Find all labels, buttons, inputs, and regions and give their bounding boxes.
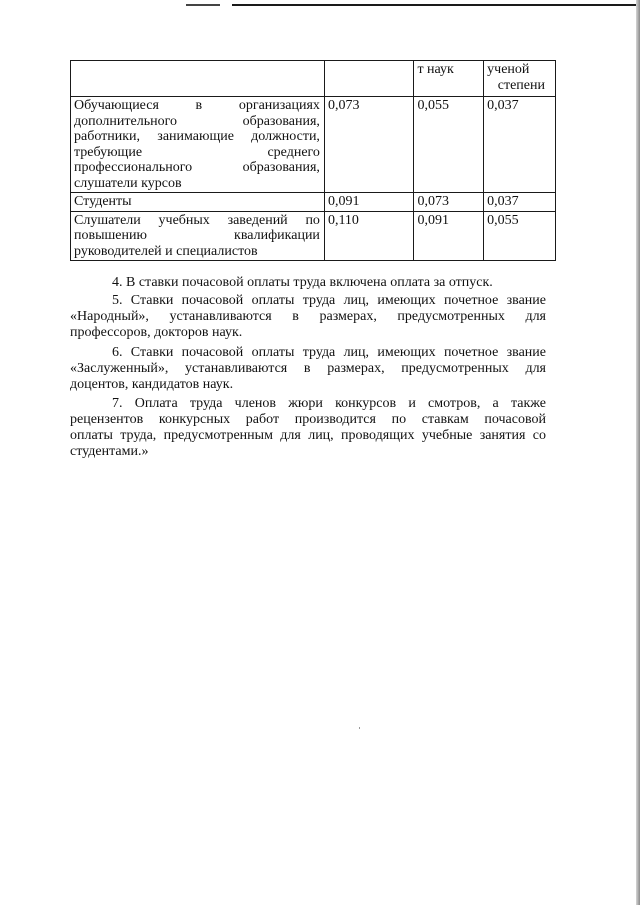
scan-speck	[359, 727, 360, 729]
paragraph-line: «Заслуженный», устанавливаются в размерах, предусмотренных для	[70, 361, 546, 376]
table-row	[71, 97, 556, 193]
paragraph-line: студентами.»	[70, 444, 149, 459]
header-cell-c-line1: ученой	[487, 62, 530, 77]
paragraph-line: профессоров, докторов наук.	[70, 325, 243, 340]
row-2-v1: 0,110	[324, 211, 414, 261]
row-0-name-line: требующие среднего	[74, 144, 320, 160]
paragraph-line: 5. Ставки почасовой оплаты труда лиц, имеющих почетное звание	[112, 293, 546, 308]
scan-edge-right	[636, 0, 640, 905]
row-2-name-line: Слушатели учебных заведений по	[74, 212, 320, 228]
row-1-v3: 0,037	[484, 193, 556, 212]
header-cell-b-text: т наук	[417, 62, 454, 77]
row-2-name-line: повышению квалификации	[74, 228, 320, 243]
row-0-v3: 0,037	[484, 97, 556, 193]
table-row	[71, 193, 556, 212]
row-0-name-line: работники, занимающие должности,	[74, 129, 320, 144]
row-0-name-line: слушатели курсов	[74, 175, 182, 191]
scan-edge-top	[232, 4, 640, 6]
row-1-name-line: Студенты	[74, 194, 132, 209]
paragraph-7	[70, 396, 546, 460]
header-cell-name	[71, 61, 325, 97]
table-header-row	[71, 61, 556, 97]
paragraph-line: «Народный», устанавливаются в размерах, предусмотренных для	[70, 309, 546, 324]
row-1-name	[71, 193, 325, 212]
table-row	[71, 211, 556, 261]
paragraph-line: рецензентов конкурсных работ производится по ставкам почасовой	[70, 412, 546, 427]
paragraph-4	[70, 275, 546, 291]
header-cell-c	[484, 61, 556, 97]
paragraph-line: 4. В ставки почасовой оплаты труда включена оплата за отпуск.	[112, 275, 493, 290]
scan-edge-short	[186, 4, 220, 6]
paragraph-5	[70, 293, 546, 341]
row-1-v2: 0,073	[414, 193, 484, 212]
row-0-name-line: Обучающиеся в организациях	[74, 98, 320, 113]
row-2-name-line: руководителей и специалистов	[74, 243, 258, 259]
header-cell-a	[324, 61, 414, 97]
paragraph-line: 7. Оплата труда членов жюри конкурсов и смотров, а также	[112, 396, 546, 411]
header-cell-b	[414, 61, 484, 97]
row-2-name	[71, 211, 325, 261]
row-2-v2: 0,091	[414, 211, 484, 261]
paragraph-6	[70, 345, 546, 393]
row-0-v1: 0,073	[324, 97, 414, 193]
row-1-v1: 0,091	[324, 193, 414, 212]
row-0-name	[71, 97, 325, 193]
header-cell-c-line2: степени	[497, 77, 545, 93]
row-0-v2: 0,055	[414, 97, 484, 193]
paragraph-line: 6. Ставки почасовой оплаты труда лиц, имеющих почетное звание	[112, 345, 546, 360]
row-2-v3: 0,055	[484, 211, 556, 261]
rates-table	[70, 60, 556, 261]
row-0-name-line: дополнительного образования,	[74, 113, 320, 129]
paragraph-line: оплаты труда, предусмотренным для лиц, проводящих учебные занятия со	[70, 428, 546, 443]
row-0-name-line: профессионального образования,	[74, 160, 320, 175]
paragraph-line: доцентов, кандидатов наук.	[70, 377, 234, 392]
